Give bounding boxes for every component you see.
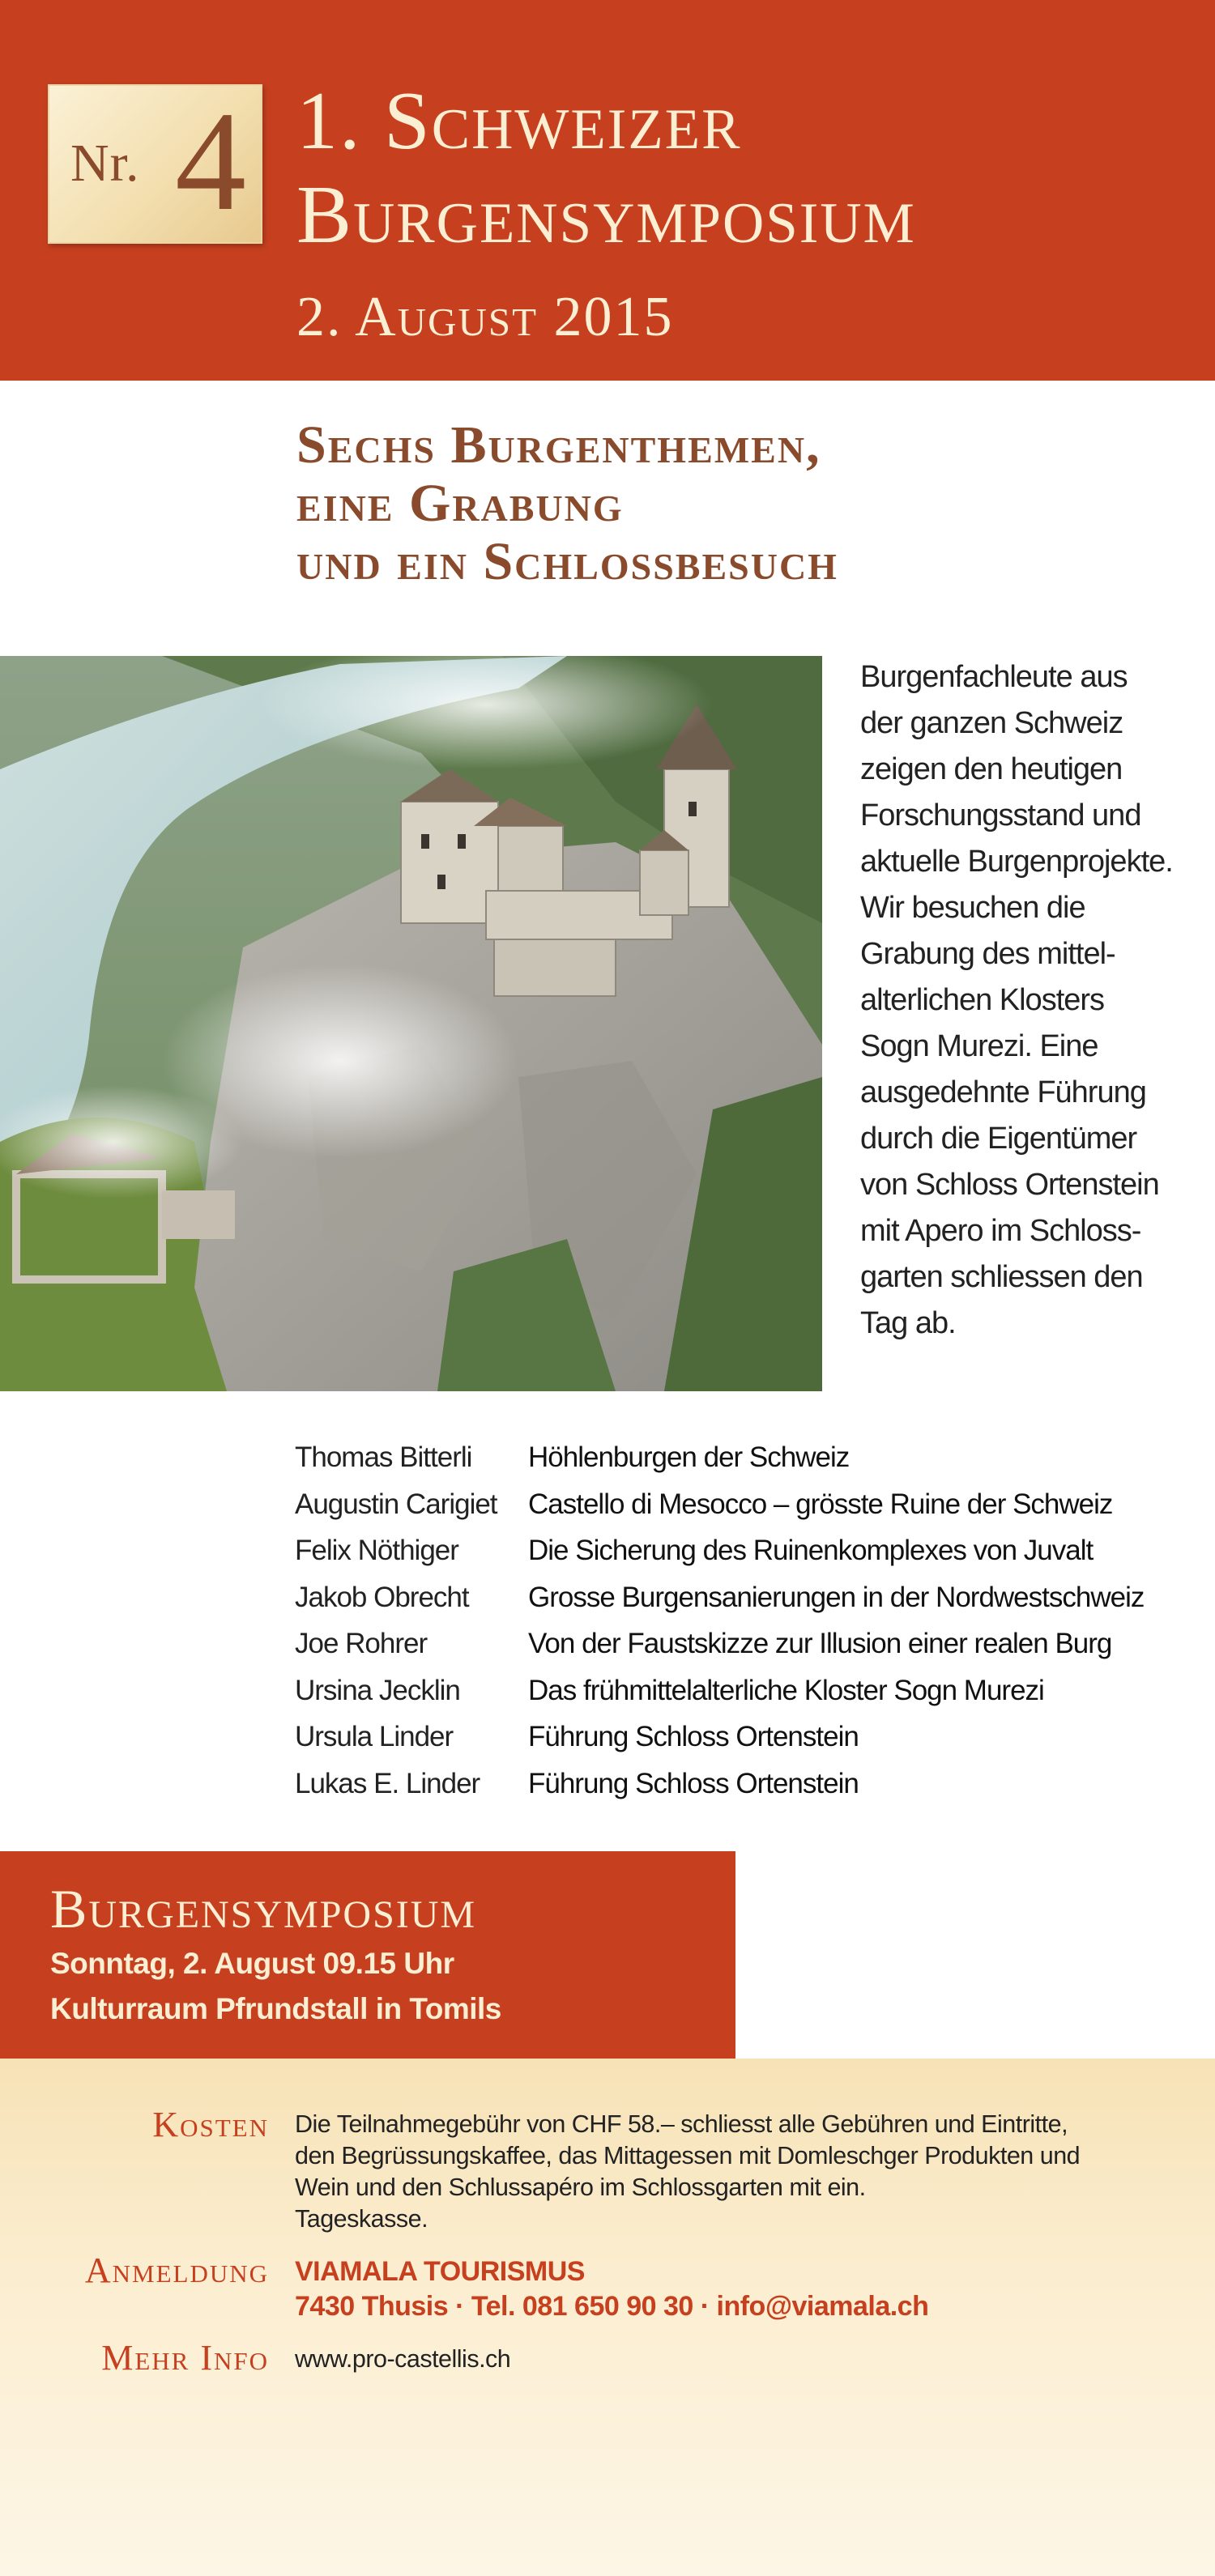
issue-prefix: Nr. bbox=[70, 134, 140, 193]
speaker-topic: Castello di Mesocco – grösste Ruine der Schweiz bbox=[528, 1488, 1113, 1520]
speaker-row bbox=[295, 1582, 1202, 1629]
description-line: Forschungsstand und bbox=[860, 798, 1141, 832]
speaker-row bbox=[295, 1768, 1202, 1815]
kosten-label: Kosten bbox=[152, 2105, 269, 2144]
header-banner bbox=[0, 0, 1215, 381]
speaker-name: Augustin Carigiet bbox=[295, 1488, 497, 1520]
info-section bbox=[0, 2059, 1215, 2576]
kosten-line: den Begrüssungskaffee, das Mittagessen mit Domleschger Produkten und bbox=[295, 2142, 1081, 2169]
subtitle bbox=[296, 416, 1187, 591]
speaker-topic: Führung Schloss Ortenstein bbox=[528, 1721, 859, 1752]
speaker-row bbox=[295, 1535, 1202, 1582]
speaker-topic: Führung Schloss Ortenstein bbox=[528, 1767, 859, 1799]
event-box bbox=[0, 1851, 735, 2059]
speaker-topic: Grosse Burgensanierungen in der Nordwestschweiz bbox=[528, 1581, 1145, 1613]
event-date: 2. August 2015 bbox=[296, 286, 674, 348]
description-line: mit Apero im Schloss- bbox=[860, 1214, 1141, 1248]
description-line: durch die Eigentümer bbox=[860, 1122, 1137, 1156]
speaker-topic: Das frühmittelalterliche Kloster Sogn Murezi bbox=[528, 1674, 1044, 1706]
mehr-info-link[interactable] bbox=[295, 2344, 1202, 2375]
speaker-name: Ursula Linder bbox=[295, 1721, 454, 1752]
subtitle-line: und ein Schlossbesuch bbox=[296, 532, 838, 591]
description-line: garten schliessen den bbox=[860, 1260, 1143, 1294]
speaker-topic: Höhlenburgen der Schweiz bbox=[528, 1441, 850, 1473]
description-line: der ganzen Schweiz bbox=[860, 706, 1123, 740]
speaker-topic: Von der Faustskizze zur Illusion einer realen Burg bbox=[528, 1628, 1112, 1659]
anmeldung-org: VIAMALA TOURISMUS bbox=[295, 2256, 585, 2287]
description-line: Burgenfachleute aus bbox=[860, 660, 1128, 694]
speaker-name: Jakob Obrecht bbox=[295, 1581, 469, 1613]
speaker-row bbox=[295, 1488, 1202, 1535]
speaker-name: Ursina Jecklin bbox=[295, 1674, 460, 1706]
description bbox=[860, 654, 1200, 1347]
kosten-line: Tageskasse. bbox=[295, 2205, 428, 2233]
speaker-list bbox=[295, 1441, 1202, 1814]
kosten-text bbox=[295, 2109, 1202, 2235]
speaker-name: Thomas Bitterli bbox=[295, 1441, 472, 1473]
description-line: aktuelle Burgenprojekte. bbox=[860, 845, 1173, 879]
speaker-row bbox=[295, 1675, 1202, 1722]
speaker-row bbox=[295, 1721, 1202, 1768]
description-line: alterlichen Klosters bbox=[860, 983, 1105, 1017]
description-line: Wir besuchen die bbox=[860, 891, 1085, 925]
mehr-info-label: Mehr Info bbox=[101, 2338, 269, 2378]
speaker-name: Lukas E. Linder bbox=[295, 1767, 480, 1799]
issue-badge bbox=[48, 84, 262, 244]
issue-number: 4 bbox=[175, 83, 246, 241]
kosten-line: Wein und den Schlussapéro im Schlossgarten mit ein. bbox=[295, 2174, 866, 2201]
anmeldung-contact[interactable]: 7430 Thusis · Tel. 081 650 90 30 · info@viamala.ch bbox=[295, 2291, 929, 2322]
title-line-2: Burgensymposium bbox=[296, 169, 916, 261]
anmeldung-text bbox=[295, 2255, 1202, 2324]
speaker-row bbox=[295, 1441, 1202, 1488]
website-link[interactable]: www.pro-castellis.ch bbox=[295, 2345, 511, 2373]
subtitle-line: Sechs Burgenthemen, bbox=[296, 415, 821, 475]
kosten-line: Die Teilnahmegebühr von CHF 58.– schliesst alle Gebühren und Eintritte, bbox=[295, 2110, 1068, 2138]
anmeldung-label: Anmeldung bbox=[84, 2250, 269, 2290]
event-title: Burgensymposium bbox=[50, 1878, 477, 1939]
event-when: Sonntag, 2. August 09.15 Uhr bbox=[50, 1947, 454, 1980]
speaker-topic: Die Sicherung des Ruinenkomplexes von Juvalt bbox=[528, 1535, 1094, 1566]
subtitle-line: eine Grabung bbox=[296, 474, 624, 533]
description-line: von Schloss Ortenstein bbox=[860, 1168, 1159, 1202]
description-line: zeigen den heutigen bbox=[860, 752, 1123, 786]
description-line: Grabung des mittel- bbox=[860, 937, 1115, 971]
description-line: Sogn Murezi. Eine bbox=[860, 1029, 1098, 1063]
speaker-name: Felix Nöthiger bbox=[295, 1535, 458, 1566]
speaker-row bbox=[295, 1628, 1202, 1675]
description-line: ausgedehnte Führung bbox=[860, 1075, 1146, 1109]
speaker-name: Joe Rohrer bbox=[295, 1628, 428, 1659]
page-title bbox=[296, 75, 1196, 262]
event-where: Kulturraum Pfrundstall in Tomils bbox=[50, 1992, 501, 2025]
description-line: Tag ab. bbox=[860, 1306, 956, 1340]
castle-illustration bbox=[0, 656, 822, 1391]
title-line-1: 1. Schweizer bbox=[296, 75, 742, 167]
